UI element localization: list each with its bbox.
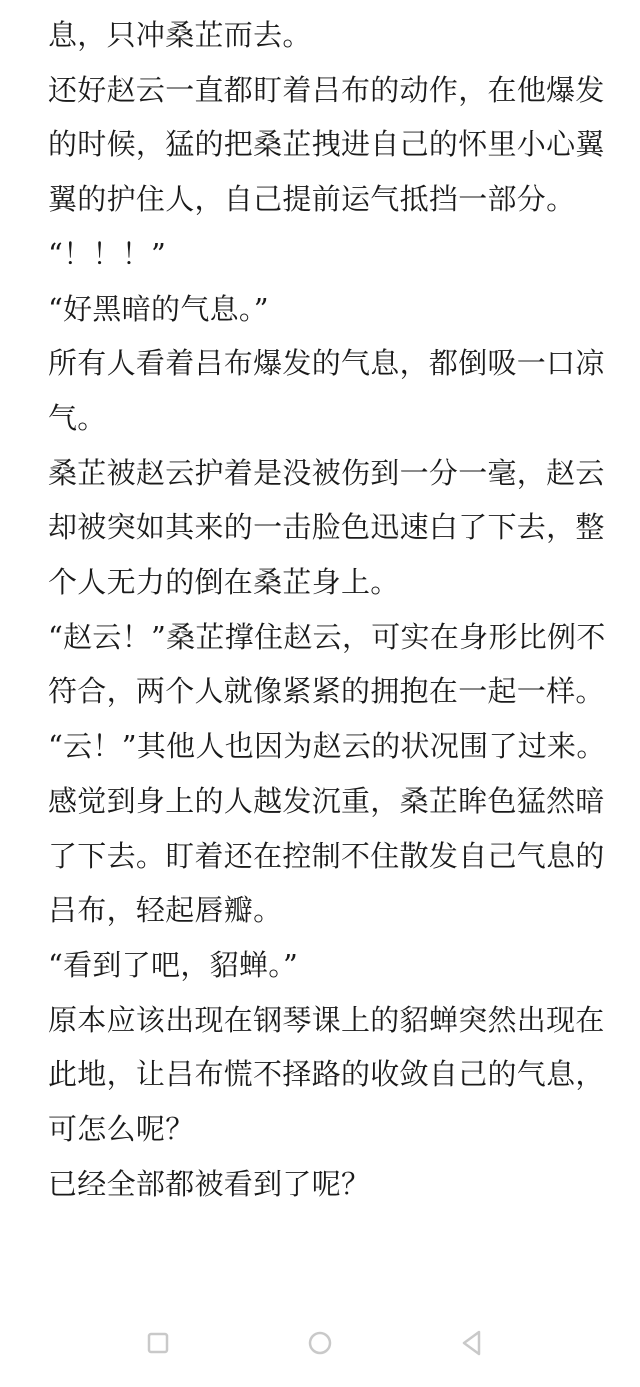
paragraph: 息，只冲桑芷而去。 bbox=[48, 18, 312, 52]
paragraph: “云！”其他人也因为赵云的状况围了过来。 bbox=[48, 729, 606, 764]
system-navigation-bar bbox=[0, 1323, 640, 1363]
paragraph: 还好赵云一直都盯着吕布的动作，在他爆发的时候，猛的把桑芷拽进自己的怀里小心翼翼的护住人，自己提前运气抵挡一部分。 bbox=[48, 72, 605, 217]
paragraph: 桑芷被赵云护着是没被伤到一分一毫，赵云却被突如其来的一击脸色迅速白了下去，整个人无力的倒在桑芷身上。 bbox=[48, 455, 605, 600]
paragraph: 所有人看着吕布爆发的气息，都倒吸一口凉气。 bbox=[48, 346, 605, 435]
recent-apps-icon[interactable] bbox=[138, 1323, 178, 1363]
chapter-text bbox=[48, 8, 608, 1211]
back-icon[interactable] bbox=[452, 1323, 492, 1363]
home-icon[interactable] bbox=[300, 1323, 340, 1363]
paragraph: 原本应该出现在钢琴课上的貂蝉突然出现在此地，让吕布慌不择路的收敛自己的气息，可怎么呢？ bbox=[48, 1002, 605, 1147]
paragraph: “看到了吧，貂蝉。” bbox=[48, 947, 299, 982]
paragraph: “！！！” bbox=[48, 236, 167, 271]
paragraph: 已经全部都被看到了呢？ bbox=[48, 1166, 371, 1201]
paragraph: “好黑暗的气息。” bbox=[48, 291, 269, 326]
paragraph: 感觉到身上的人越发沉重，桑芷眸色猛然暗了下去。盯着还在控制不住散发自己气息的吕布，轻起唇瓣。 bbox=[48, 783, 605, 928]
paragraph: “赵云！”桑芷撑住赵云，可实在身形比例不符合，两个人就像紧紧的拥抱在一起一样。 bbox=[48, 619, 606, 709]
